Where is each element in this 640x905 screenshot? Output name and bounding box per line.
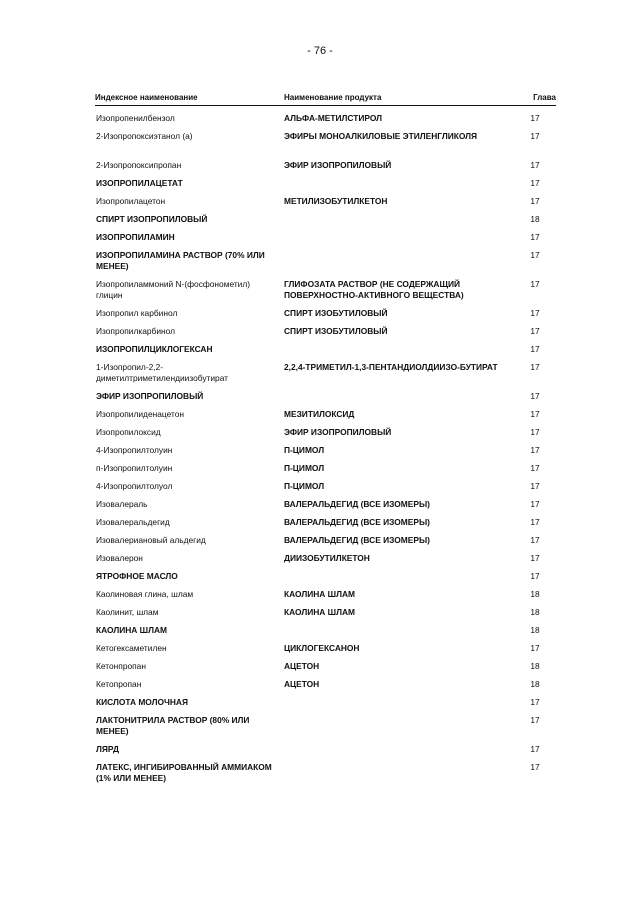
index-name-cell: ЛАКТОНИТРИЛА РАСТВОР (80% ИЛИ МЕНЕЕ) bbox=[96, 715, 250, 736]
product-name-cell: ЭФИР ИЗОПРОПИЛОВЫЙ bbox=[284, 160, 392, 170]
product-name-cell: ВАЛЕРАЛЬДЕГИД (ВСЕ ИЗОМЕРЫ) bbox=[284, 535, 430, 545]
header-divider bbox=[95, 105, 556, 106]
index-name-cell: Изовалерон bbox=[96, 553, 143, 563]
table-row bbox=[95, 344, 556, 362]
table-row bbox=[95, 661, 556, 679]
product-name-cell: ДИИЗОБУТИЛКЕТОН bbox=[284, 553, 370, 563]
chapter-cell: 18 bbox=[530, 661, 540, 671]
chapter-cell: 17 bbox=[530, 697, 540, 707]
table-row bbox=[95, 113, 556, 131]
index-name-cell: ЛАТЕКС, ИНГИБИРОВАННЫЙ АММИАКОМ (1% ИЛИ МЕНЕЕ) bbox=[96, 762, 272, 783]
product-name-cell: П-ЦИМОЛ bbox=[284, 463, 325, 473]
chapter-cell: 17 bbox=[530, 196, 540, 206]
chapter-cell: 18 bbox=[530, 607, 540, 617]
chapter-cell: 17 bbox=[530, 517, 540, 527]
chapter-cell: 17 bbox=[530, 744, 540, 754]
table-row bbox=[95, 362, 556, 391]
chapter-cell: 17 bbox=[530, 113, 540, 123]
product-name-cell: П-ЦИМОЛ bbox=[284, 445, 325, 455]
chapter-cell: 18 bbox=[530, 589, 540, 599]
product-name-cell: 2,2,4-ТРИМЕТИЛ-1,3-ПЕНТАНДИОЛДИИЗО-БУТИРАТ bbox=[284, 362, 498, 372]
table-row bbox=[95, 326, 556, 344]
product-name-cell: АЦЕТОН bbox=[284, 661, 320, 671]
product-name-cell: ВАЛЕРАЛЬДЕГИД (ВСЕ ИЗОМЕРЫ) bbox=[284, 499, 430, 509]
chapter-cell: 17 bbox=[530, 715, 540, 725]
index-name-cell: Изопропиламмоний N-(фосфонометил) глицин bbox=[96, 279, 251, 300]
index-name-cell: Изовалеральдегид bbox=[96, 517, 170, 527]
table-row bbox=[95, 715, 556, 744]
table-row bbox=[95, 250, 556, 279]
product-name-cell: МЕЗИТИЛОКСИД bbox=[284, 409, 355, 419]
chapter-cell: 17 bbox=[530, 279, 540, 289]
product-name-cell: ЭФИРЫ МОНОАЛКИЛОВЫЕ ЭТИЛЕНГЛИКОЛЯ bbox=[284, 131, 478, 141]
table-row bbox=[95, 196, 556, 214]
chapter-cell: 17 bbox=[530, 553, 540, 563]
index-name-cell: Изопропилиденацетон bbox=[96, 409, 184, 419]
table-row bbox=[95, 607, 556, 625]
table-row bbox=[95, 571, 556, 589]
index-name-cell: 2-Изопропоксиэтанол (а) bbox=[96, 131, 193, 141]
index-name-cell: 4-Изопропилтолуол bbox=[96, 481, 173, 491]
index-name-cell: 4-Изопропилтолуин bbox=[96, 445, 173, 455]
chapter-cell: 17 bbox=[530, 344, 540, 354]
index-name-cell: ЭФИР ИЗОПРОПИЛОВЫЙ bbox=[96, 391, 204, 401]
chapter-cell: 18 bbox=[530, 625, 540, 635]
table-row bbox=[95, 391, 556, 409]
index-name-cell: Изопропилкарбинол bbox=[96, 326, 175, 336]
index-name-cell: ИЗОПРОПИЛЦИКЛОГЕКСАН bbox=[96, 344, 213, 354]
chapter-cell: 18 bbox=[530, 214, 540, 224]
table-row bbox=[95, 131, 556, 160]
table-row bbox=[95, 589, 556, 607]
index-name-cell: Изопропилоксид bbox=[96, 427, 161, 437]
index-name-cell: 1-Изопропил-2,2-диметилтриметилендиизобутират bbox=[96, 362, 229, 383]
index-name-cell: Каолинит, шлам bbox=[96, 607, 159, 617]
index-name-cell: Изовалериановый альдегид bbox=[96, 535, 206, 545]
index-name-cell: Кетогексаметилен bbox=[96, 643, 167, 653]
product-name-cell: АЛЬФА-МЕТИЛСТИРОЛ bbox=[284, 113, 383, 123]
index-name-cell: КАОЛИНА ШЛАМ bbox=[96, 625, 167, 635]
index-name-cell: СПИРТ ИЗОПРОПИЛОВЫЙ bbox=[96, 214, 208, 224]
chapter-cell: 17 bbox=[530, 409, 540, 419]
page-number: - 76 - bbox=[307, 45, 333, 57]
product-name-cell: СПИРТ ИЗОБУТИЛОВЫЙ bbox=[284, 308, 388, 318]
table-row bbox=[95, 409, 556, 427]
table-row bbox=[95, 625, 556, 643]
chapter-cell: 17 bbox=[530, 391, 540, 401]
index-name-cell: Изопропилацетон bbox=[96, 196, 166, 206]
index-name-cell: п-Изопропилтолуин bbox=[96, 463, 173, 473]
index-name-cell: Изовалераль bbox=[96, 499, 148, 509]
product-name-cell: ЭФИР ИЗОПРОПИЛОВЫЙ bbox=[284, 427, 392, 437]
chapter-cell: 17 bbox=[530, 499, 540, 509]
table-row bbox=[95, 643, 556, 661]
table-row bbox=[95, 178, 556, 196]
table-row bbox=[95, 697, 556, 715]
chapter-cell: 17 bbox=[530, 463, 540, 473]
index-name-cell: ИЗОПРОПИЛАЦЕТАТ bbox=[96, 178, 183, 188]
header-product-name: Наименование продукта bbox=[284, 93, 382, 102]
product-name-cell: МЕТИЛИЗОБУТИЛКЕТОН bbox=[284, 196, 388, 206]
table-row bbox=[95, 445, 556, 463]
table-row bbox=[95, 517, 556, 535]
product-name-cell: П-ЦИМОЛ bbox=[284, 481, 325, 491]
product-name-cell: АЦЕТОН bbox=[284, 679, 320, 689]
table-row bbox=[95, 481, 556, 499]
index-name-cell: ИЗОПРОПИЛАМИН bbox=[96, 232, 175, 242]
product-name-cell: СПИРТ ИЗОБУТИЛОВЫЙ bbox=[284, 326, 388, 336]
table-row bbox=[95, 463, 556, 481]
table-row bbox=[95, 427, 556, 445]
index-name-cell: 2-Изопропоксипропан bbox=[96, 160, 182, 170]
index-name-cell: ИЗОПРОПИЛАМИНА РАСТВОР (70% ИЛИ МЕНЕЕ) bbox=[96, 250, 265, 271]
chapter-cell: 17 bbox=[530, 250, 540, 260]
chapter-cell: 17 bbox=[530, 232, 540, 242]
product-name-cell: ВАЛЕРАЛЬДЕГИД (ВСЕ ИЗОМЕРЫ) bbox=[284, 517, 430, 527]
table-row bbox=[95, 214, 556, 232]
chapter-cell: 18 bbox=[530, 679, 540, 689]
index-name-cell: Изопропенилбензол bbox=[96, 113, 175, 123]
chapter-cell: 17 bbox=[530, 445, 540, 455]
product-name-cell: КАОЛИНА ШЛАМ bbox=[284, 589, 355, 599]
index-name-cell: ЯТРОФНОЕ МАСЛО bbox=[96, 571, 178, 581]
chapter-cell: 17 bbox=[530, 535, 540, 545]
index-name-cell: ЛЯРД bbox=[96, 744, 119, 754]
table-row bbox=[95, 762, 556, 791]
header-index-name: Индексное наименование bbox=[95, 93, 198, 102]
table-body bbox=[95, 113, 556, 791]
table-row bbox=[95, 744, 556, 762]
chapter-cell: 17 bbox=[530, 131, 540, 141]
table-row bbox=[95, 308, 556, 326]
chapter-cell: 17 bbox=[530, 160, 540, 170]
index-name-cell: Кетонпропан bbox=[96, 661, 146, 671]
table-row bbox=[95, 232, 556, 250]
index-name-cell: Изопропил карбинол bbox=[96, 308, 178, 318]
chapter-cell: 17 bbox=[530, 308, 540, 318]
chapter-cell: 17 bbox=[530, 178, 540, 188]
chapter-cell: 17 bbox=[530, 362, 540, 372]
chapter-cell: 17 bbox=[530, 571, 540, 581]
table-row bbox=[95, 279, 556, 308]
product-name-cell: КАОЛИНА ШЛАМ bbox=[284, 607, 355, 617]
product-name-cell: ГЛИФОЗАТА РАСТВОР (НЕ СОДЕРЖАЩИЙ ПОВЕРХНОСТНО-АКТИВНОГО ВЕЩЕСТВА) bbox=[284, 279, 464, 300]
index-name-cell: Каолиновая глина, шлам bbox=[96, 589, 194, 599]
table-row bbox=[95, 679, 556, 697]
table-row bbox=[95, 535, 556, 553]
table-row bbox=[95, 553, 556, 571]
chapter-cell: 17 bbox=[530, 326, 540, 336]
index-name-cell: КИСЛОТА МОЛОЧНАЯ bbox=[96, 697, 188, 707]
table-row bbox=[95, 499, 556, 517]
chapter-cell: 17 bbox=[530, 427, 540, 437]
header-chapter: Глава bbox=[533, 93, 556, 102]
chapter-cell: 17 bbox=[530, 481, 540, 491]
table-row bbox=[95, 160, 556, 178]
index-name-cell: Кетопропан bbox=[96, 679, 142, 689]
chapter-cell: 17 bbox=[530, 643, 540, 653]
product-name-cell: ЦИКЛОГЕКСАНОН bbox=[284, 643, 360, 653]
chapter-cell: 17 bbox=[530, 762, 540, 772]
